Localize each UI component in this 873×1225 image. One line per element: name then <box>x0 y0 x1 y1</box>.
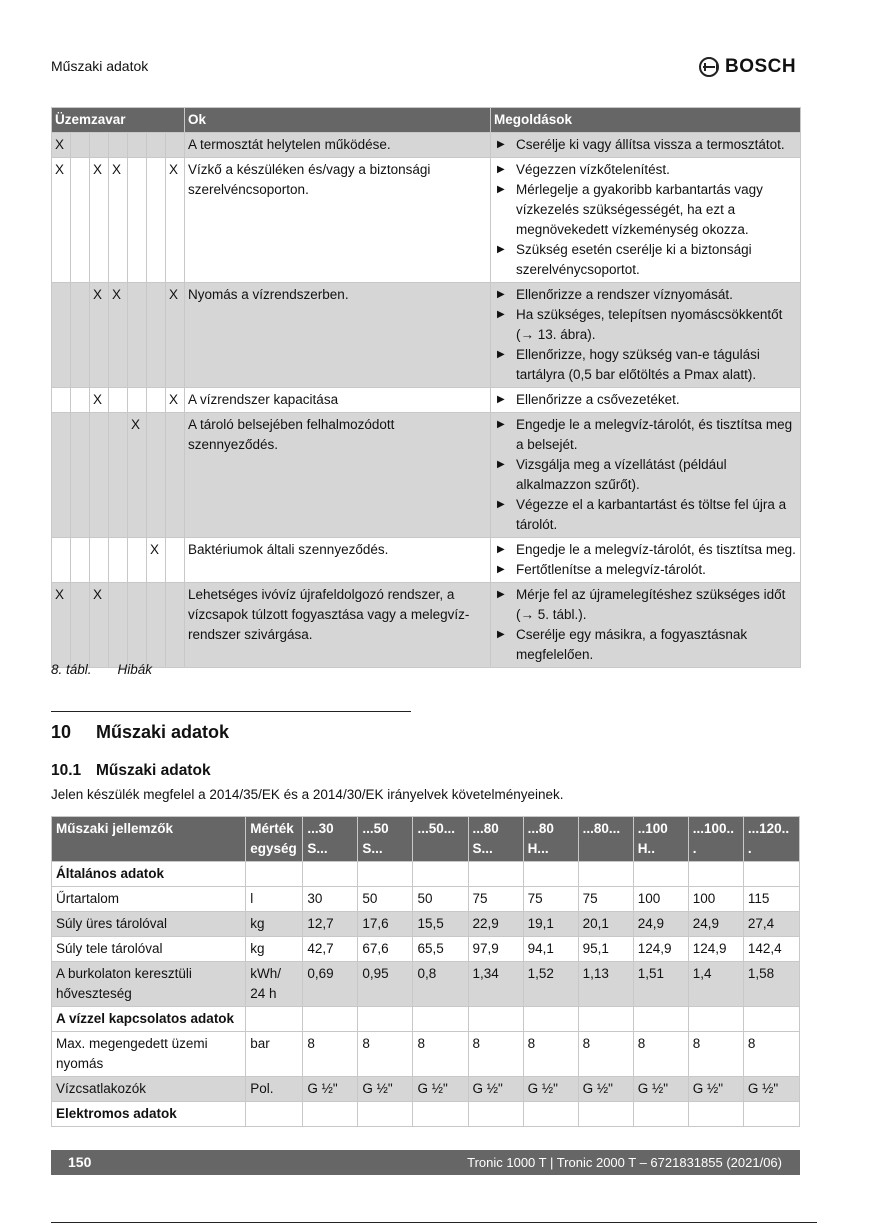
solution-item: ▶ Mérje fel az újramelegítéshez szükséges időt (→ 5. tábl.). <box>494 585 797 625</box>
spec-empty-cell <box>413 862 468 887</box>
spec-cell: 75 <box>468 887 523 912</box>
spec-cell: 0,69 <box>303 962 358 1007</box>
spec-empty-cell <box>303 862 358 887</box>
fault-mark <box>71 133 90 158</box>
fault-cause: A termosztát helytelen működése. <box>185 133 491 158</box>
spec-column-header: Mérték egység <box>246 817 303 862</box>
fault-mark: X <box>166 158 185 283</box>
spec-cell: bar <box>246 1032 303 1077</box>
fault-mark: X <box>52 133 71 158</box>
spec-cell: 8 <box>578 1032 633 1077</box>
fault-mark <box>109 413 128 538</box>
fault-solutions <box>491 283 801 388</box>
spec-empty-cell <box>578 1007 633 1032</box>
solution-item: ▶ Ellenőrizze, hogy szükség van-e tágulási tartályra (0,5 bar előtöltés a Pmax alatt). <box>494 345 797 385</box>
solution-item: ▶ Ha szükséges, telepítsen nyomáscsökkentőt (→ 13. ábra). <box>494 305 797 345</box>
fault-row <box>52 413 801 538</box>
fault-table <box>51 107 801 668</box>
spec-cell: 30 <box>303 887 358 912</box>
fault-mark <box>90 538 109 583</box>
fault-mark <box>52 538 71 583</box>
spec-empty-cell <box>523 1007 578 1032</box>
spec-empty-cell <box>633 1102 688 1127</box>
spec-cell: G ½" <box>633 1077 688 1102</box>
spec-group-row <box>52 1007 800 1032</box>
fault-mark: X <box>52 583 71 668</box>
fault-cause: Lehetséges ivóvíz újrafeldolgozó rendszer, a vízcsapok túlzott fogyasztása vagy a melegvíz-rendszer szivárgása. <box>185 583 491 668</box>
spec-cell: G ½" <box>303 1077 358 1102</box>
spec-empty-cell <box>246 1007 303 1032</box>
spec-empty-cell <box>633 862 688 887</box>
spec-group-label: Általános adatok <box>52 862 246 887</box>
subsection-number: 10.1 <box>51 762 82 779</box>
fault-mark <box>71 158 90 283</box>
fault-mark: X <box>109 158 128 283</box>
fault-mark <box>147 583 166 668</box>
spec-cell: 115 <box>743 887 799 912</box>
fault-mark <box>147 388 166 413</box>
spec-data-row <box>52 887 800 912</box>
spec-data-row <box>52 1032 800 1077</box>
fault-cause: A tároló belsejében felhalmozódott szennyeződés. <box>185 413 491 538</box>
spec-empty-cell <box>413 1007 468 1032</box>
fault-mark <box>128 133 147 158</box>
spec-empty-cell <box>303 1102 358 1127</box>
fault-cause: Vízkő a készüléken és/vagy a biztonsági szerelvéncsoporton. <box>185 158 491 283</box>
fault-mark <box>128 283 147 388</box>
fault-mark: X <box>147 538 166 583</box>
fault-solutions <box>491 388 801 413</box>
spec-cell: 50 <box>358 887 413 912</box>
spec-data-row <box>52 912 800 937</box>
fault-mark <box>109 133 128 158</box>
spec-empty-cell <box>246 862 303 887</box>
fault-mark <box>166 413 185 538</box>
fault-mark <box>109 583 128 668</box>
spec-cell: 124,9 <box>633 937 688 962</box>
spec-empty-cell <box>743 862 799 887</box>
section-number: 10 <box>51 722 72 742</box>
spec-cell: G ½" <box>358 1077 413 1102</box>
caption-text: Hibák <box>117 662 153 677</box>
spec-data-row <box>52 962 800 1007</box>
spec-empty-cell <box>578 1102 633 1127</box>
spec-column-header: ...50... <box>413 817 468 862</box>
spec-cell: 1,58 <box>743 962 799 1007</box>
caption-number: 8. tábl. <box>51 662 92 677</box>
intro-text: Jelen készülék megfelel a 2014/35/EK és a 2014/30/EK irányelvek követelményeinek. <box>51 787 564 802</box>
fault-mark: X <box>90 158 109 283</box>
spec-cell: kg <box>246 912 303 937</box>
spec-cell: 8 <box>468 1032 523 1077</box>
spec-column-header: ...120.. . <box>743 817 799 862</box>
spec-cell: G ½" <box>523 1077 578 1102</box>
document-id: Tronic 1000 T | Tronic 2000 T – 6721831855 (2021/06) <box>467 1155 782 1170</box>
page-number: 150 <box>68 1154 92 1170</box>
spec-empty-cell <box>743 1007 799 1032</box>
spec-cell: 97,9 <box>468 937 523 962</box>
spec-cell: 42,7 <box>303 937 358 962</box>
spec-empty-cell <box>468 862 523 887</box>
spec-cell: 75 <box>578 887 633 912</box>
solution-item: ▶ Cserélje egy másikra, a fogyasztásnak megfelelően. <box>494 625 797 665</box>
fault-mark <box>128 583 147 668</box>
spec-cell: 8 <box>358 1032 413 1077</box>
fault-mark <box>147 413 166 538</box>
fault-mark <box>52 388 71 413</box>
solution-item: ▶ Mérlegelje a gyakoribb karbantartás vagy vízkezelés szükségességét, ha ezt a megnövekedett vízkeménység okozza. <box>494 180 797 240</box>
spec-column-header: ...30 S... <box>303 817 358 862</box>
spec-cell: 17,6 <box>358 912 413 937</box>
spec-cell: 1,52 <box>523 962 578 1007</box>
spec-group-label: A vízzel kapcsolatos adatok <box>52 1007 246 1032</box>
fault-mark: X <box>128 413 147 538</box>
fault-mark <box>147 133 166 158</box>
spec-cell: A burkolaton keresztüli hőveszteség <box>52 962 246 1007</box>
spec-cell: 1,51 <box>633 962 688 1007</box>
fault-header: Üzemzavar <box>52 108 185 133</box>
fault-mark: X <box>52 158 71 283</box>
solution-item: ▶ Ellenőrizze a csővezetéket. <box>494 390 797 410</box>
fault-mark <box>90 413 109 538</box>
spec-cell: 8 <box>413 1032 468 1077</box>
solution-item: ▶ Végezzen vízkőtelenítést. <box>494 160 797 180</box>
fault-mark <box>128 538 147 583</box>
spec-empty-cell <box>523 1102 578 1127</box>
fault-mark <box>128 388 147 413</box>
spec-group-row <box>52 862 800 887</box>
fault-mark: X <box>109 283 128 388</box>
spec-cell: 8 <box>303 1032 358 1077</box>
page-footer <box>51 1150 800 1175</box>
fault-mark <box>147 158 166 283</box>
fault-mark <box>109 388 128 413</box>
spec-cell: 95,1 <box>578 937 633 962</box>
spec-empty-cell <box>303 1007 358 1032</box>
spec-column-header: Műszaki jellemzők <box>52 817 246 862</box>
fault-row <box>52 538 801 583</box>
spec-group-label: Elektromos adatok <box>52 1102 246 1127</box>
spec-cell: G ½" <box>413 1077 468 1102</box>
fault-solutions <box>491 583 801 668</box>
bosch-logo <box>699 56 796 78</box>
fault-mark: X <box>90 583 109 668</box>
fault-solutions <box>491 413 801 538</box>
solution-item: ▶ Engedje le a melegvíz-tárolót, és tisztítsa meg a belsejét. <box>494 415 797 455</box>
section-heading <box>51 722 229 743</box>
fault-mark <box>71 413 90 538</box>
spec-cell: 1,4 <box>688 962 743 1007</box>
spec-cell: 27,4 <box>743 912 799 937</box>
table-caption <box>51 662 178 677</box>
spec-cell: 24,9 <box>688 912 743 937</box>
solution-item: ▶ Fertőtlenítse a melegvíz-tárolót. <box>494 560 797 580</box>
spec-cell: 67,6 <box>358 937 413 962</box>
spec-empty-cell <box>688 862 743 887</box>
section-rule <box>51 711 411 712</box>
fault-mark <box>128 158 147 283</box>
spec-cell: l <box>246 887 303 912</box>
fault-cause: Nyomás a vízrendszerben. <box>185 283 491 388</box>
spec-column-header: ...80 S... <box>468 817 523 862</box>
fault-row <box>52 158 801 283</box>
fault-row <box>52 583 801 668</box>
fault-mark <box>109 538 128 583</box>
spec-cell: G ½" <box>688 1077 743 1102</box>
spec-empty-cell <box>246 1102 303 1127</box>
bosch-armature-icon <box>699 57 719 77</box>
spec-cell: 15,5 <box>413 912 468 937</box>
spec-cell: 20,1 <box>578 912 633 937</box>
spec-cell: kg <box>246 937 303 962</box>
fault-mark <box>147 283 166 388</box>
spec-cell: 24,9 <box>633 912 688 937</box>
fault-row <box>52 388 801 413</box>
solutions-header: Megoldások <box>491 108 801 133</box>
spec-cell: 1,34 <box>468 962 523 1007</box>
fault-mark <box>166 538 185 583</box>
spec-cell: 100 <box>688 887 743 912</box>
spec-cell: 100 <box>633 887 688 912</box>
spec-cell: Pol. <box>246 1077 303 1102</box>
solution-item: ▶ Ellenőrizze a rendszer víznyomását. <box>494 285 797 305</box>
fault-mark: X <box>166 388 185 413</box>
spec-empty-cell <box>633 1007 688 1032</box>
solution-item: ▶ Szükség esetén cserélje ki a biztonsági szerelvénycsoportot. <box>494 240 797 280</box>
solution-item: ▶ Végezze el a karbantartást és töltse fel újra a tárolót. <box>494 495 797 535</box>
spec-empty-cell <box>413 1102 468 1127</box>
fault-cause: Baktériumok általi szennyeződés. <box>185 538 491 583</box>
fault-mark <box>52 413 71 538</box>
fault-mark: X <box>90 388 109 413</box>
spec-cell: Űrtartalom <box>52 887 246 912</box>
spec-empty-cell <box>358 862 413 887</box>
fault-row <box>52 283 801 388</box>
spec-cell: Vízcsatlakozók <box>52 1077 246 1102</box>
spec-cell: 8 <box>688 1032 743 1077</box>
spec-cell: 75 <box>523 887 578 912</box>
spec-cell: 12,7 <box>303 912 358 937</box>
spec-cell: G ½" <box>743 1077 799 1102</box>
spec-column-header: ...100.. . <box>688 817 743 862</box>
spec-data-row <box>52 937 800 962</box>
spec-group-row <box>52 1102 800 1127</box>
spec-cell: 65,5 <box>413 937 468 962</box>
spec-cell: Súly üres tárolóval <box>52 912 246 937</box>
spec-cell: 8 <box>633 1032 688 1077</box>
fault-mark <box>71 583 90 668</box>
spec-cell: 8 <box>743 1032 799 1077</box>
spec-empty-cell <box>468 1007 523 1032</box>
spec-cell: G ½" <box>578 1077 633 1102</box>
spec-cell: 50 <box>413 887 468 912</box>
section-title: Műszaki adatok <box>96 722 230 742</box>
fault-mark: X <box>166 283 185 388</box>
spec-data-row <box>52 1077 800 1102</box>
spec-column-header: ...80... <box>578 817 633 862</box>
spec-column-header: ..100 H.. <box>633 817 688 862</box>
fault-cause: A vízrendszer kapacitása <box>185 388 491 413</box>
spec-empty-cell <box>523 862 578 887</box>
solution-item: ▶ Engedje le a melegvíz-tárolót, és tisztítsa meg. <box>494 540 797 560</box>
spec-column-header: ...50 S... <box>358 817 413 862</box>
spec-cell: 0,8 <box>413 962 468 1007</box>
spec-cell: 94,1 <box>523 937 578 962</box>
spec-cell: 1,13 <box>578 962 633 1007</box>
subsection-title: Műszaki adatok <box>96 762 211 779</box>
subsection-heading <box>51 762 211 780</box>
fault-mark: X <box>90 283 109 388</box>
spec-cell: G ½" <box>468 1077 523 1102</box>
spec-empty-cell <box>578 862 633 887</box>
spec-cell: Súly tele tárolóval <box>52 937 246 962</box>
spec-cell: 19,1 <box>523 912 578 937</box>
spec-cell: 142,4 <box>743 937 799 962</box>
spec-cell: kWh/ 24 h <box>246 962 303 1007</box>
fault-row <box>52 133 801 158</box>
fault-mark <box>166 583 185 668</box>
spec-cell: Max. megengedett üzemi nyomás <box>52 1032 246 1077</box>
spec-cell: 8 <box>523 1032 578 1077</box>
fault-solutions <box>491 538 801 583</box>
spec-empty-cell <box>468 1102 523 1127</box>
fault-mark <box>90 133 109 158</box>
fault-mark <box>71 283 90 388</box>
spec-cell: 124,9 <box>688 937 743 962</box>
spec-empty-cell <box>358 1102 413 1127</box>
fault-mark <box>52 283 71 388</box>
cause-header: Ok <box>185 108 491 133</box>
spec-empty-cell <box>688 1102 743 1127</box>
header-title: Műszaki adatok <box>51 58 149 74</box>
spec-empty-cell <box>688 1007 743 1032</box>
spec-cell: 22,9 <box>468 912 523 937</box>
bottom-rule <box>51 1222 817 1223</box>
fault-solutions <box>491 158 801 283</box>
spec-table <box>51 816 800 1127</box>
solution-item: ▶ Vizsgálja meg a vízellátást (például alkalmazzon szűrőt). <box>494 455 797 495</box>
fault-solutions <box>491 133 801 158</box>
spec-empty-cell <box>743 1102 799 1127</box>
fault-mark <box>71 388 90 413</box>
solution-item: ▶ Cserélje ki vagy állítsa vissza a termosztátot. <box>494 135 797 155</box>
spec-empty-cell <box>358 1007 413 1032</box>
spec-cell: 0,95 <box>358 962 413 1007</box>
spec-column-header: ...80 H... <box>523 817 578 862</box>
fault-mark <box>166 133 185 158</box>
brand-wordmark: BOSCH <box>725 56 797 77</box>
fault-mark <box>71 538 90 583</box>
